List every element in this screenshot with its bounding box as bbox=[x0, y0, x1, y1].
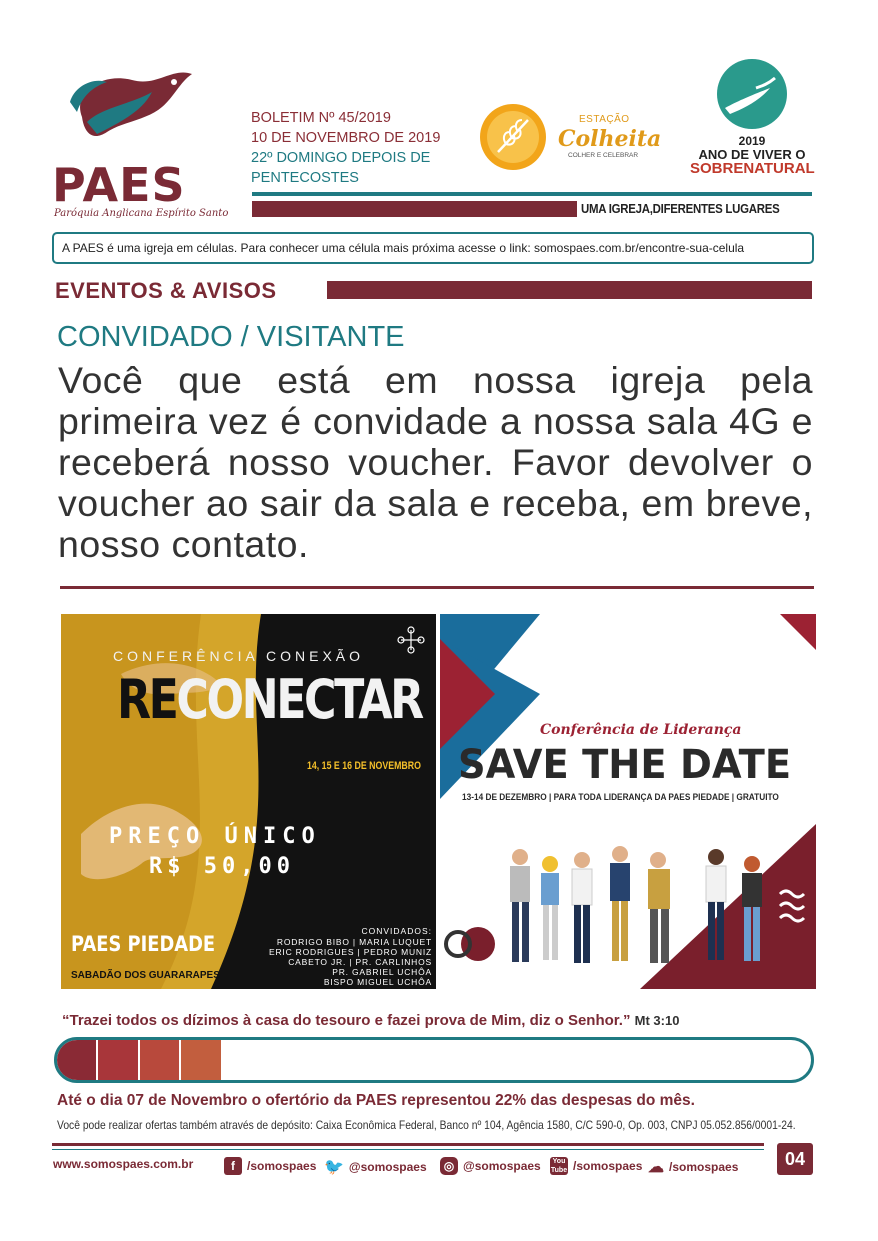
conexao-icon bbox=[398, 627, 424, 653]
page-number: 04 bbox=[777, 1143, 813, 1175]
deposit-info: Você pode realizar ofertas também através de depósito: Caixa Econômica Federal, Banco nº 104, Agência 1580, C/C 590-0, Op. 003, CNPJ 05.052.856/0001-24. bbox=[57, 1118, 796, 1132]
convidado-text: Você que está em nossa igreja pela primeira vez é convidade a nossa sala 4G e receberá nosso voucher. Favor devolver o voucher ao sair da sala e receba, em breve, nosso contato. bbox=[58, 359, 813, 565]
website-text: www.somospaes.com.br bbox=[53, 1157, 194, 1171]
section-title: EVENTOS & AVISOS bbox=[55, 278, 277, 303]
verse-text: “Trazei todos os dízimos à casa do tesouro e fazei prova de Mim, diz o Senhor.” bbox=[62, 1012, 631, 1029]
section-title-bar bbox=[327, 281, 812, 299]
bulletin-info bbox=[251, 108, 440, 188]
colheita-label: Colheita bbox=[558, 126, 662, 152]
logo-text: PAES bbox=[52, 158, 186, 212]
location-label: SABADÃO DOS GUARARAPES bbox=[71, 970, 220, 981]
soundcloud-icon: ☁ bbox=[648, 1159, 664, 1176]
cell-info-box: A PAES é uma igreja em células. Para conhecer uma célula mais próxima acesse o link: somospaes.com.br/encontre-sua-celula bbox=[52, 232, 814, 264]
hands-icon bbox=[690, 58, 814, 134]
instagram-icon: ◎ bbox=[440, 1157, 458, 1175]
section-divider bbox=[60, 586, 814, 589]
twitter-handle: @somospaes bbox=[348, 1160, 427, 1174]
reconectar-dates: 14, 15 E 16 DE NOVEMBRO bbox=[307, 760, 421, 772]
guest-item: RODRIGO BIBO | MARIA LUQUET bbox=[276, 937, 432, 947]
price-label: PREÇO ÚNICO bbox=[109, 824, 321, 849]
colheita-tagline: COLHER E CELEBRAR bbox=[568, 152, 639, 159]
facebook-link[interactable] bbox=[224, 1157, 316, 1175]
facebook-icon: f bbox=[224, 1157, 242, 1175]
youtube-icon: You Tube bbox=[550, 1158, 568, 1174]
sunday-line1: 22º DOMINGO DEPOIS DE bbox=[251, 150, 431, 166]
youtube-handle: /somospaes bbox=[573, 1159, 643, 1173]
save-the-date-title: SAVE THE DATE bbox=[458, 742, 792, 788]
facebook-handle: /somospaes bbox=[247, 1159, 317, 1173]
progress-segment bbox=[57, 1040, 98, 1080]
guest-item: PR. GABRIEL UCHÔA bbox=[332, 967, 432, 977]
guest-item: CABETO JR. | PR. CARLINHOS bbox=[288, 957, 432, 967]
instagram-handle: @somospaes bbox=[463, 1159, 541, 1173]
estacao-label: ESTAÇÃO bbox=[579, 114, 630, 125]
ano-sobrenatural-logo bbox=[690, 58, 830, 188]
logo-subtitle: Paróquia Anglicana Espírito Santo bbox=[54, 208, 229, 219]
reconectar-banner bbox=[61, 614, 436, 989]
tithe-verse bbox=[62, 1012, 679, 1029]
estacao-colheita-logo bbox=[478, 102, 668, 172]
guest-item: BISPO MIGUEL UCHÔA bbox=[323, 977, 432, 987]
website-link[interactable] bbox=[53, 1157, 193, 1171]
header-teal-line bbox=[252, 192, 812, 196]
title-re: RE bbox=[117, 668, 177, 731]
twitter-link[interactable] bbox=[324, 1157, 427, 1177]
offering-progress-fill bbox=[57, 1040, 223, 1080]
progress-segment bbox=[181, 1040, 222, 1080]
sunday-line2: PENTECOSTES bbox=[251, 170, 359, 186]
guests-title: CONVIDADOS: bbox=[361, 926, 432, 936]
instagram-link[interactable] bbox=[440, 1157, 541, 1175]
ano-year: 2019 bbox=[738, 134, 766, 148]
wheat-icon bbox=[478, 102, 550, 172]
guest-list bbox=[269, 937, 432, 987]
offering-summary: Até o dia 07 de Novembro o ofertório da PAES representou 22% das despesas do mês. bbox=[57, 1092, 695, 1109]
ano-line1: ANO DE VIVER O bbox=[698, 147, 806, 162]
tagline: UMA IGREJA,DIFERENTES LUGARES bbox=[581, 201, 780, 216]
header-red-bar bbox=[252, 201, 577, 217]
conference-label: CONFERÊNCIA CONEXÃO bbox=[113, 648, 365, 664]
dove-icon bbox=[62, 62, 212, 162]
reconectar-title bbox=[117, 668, 422, 731]
soundcloud-handle: /somospaes bbox=[669, 1160, 739, 1174]
paes-piedade-brand: PAES PIEDADE bbox=[71, 932, 216, 956]
footer-red-line bbox=[52, 1143, 764, 1146]
soundcloud-link[interactable] bbox=[648, 1157, 738, 1177]
price-value: R$ 50,00 bbox=[149, 854, 295, 879]
ano-line2: SOBRENATURAL bbox=[690, 160, 815, 177]
progress-segment bbox=[140, 1040, 181, 1080]
twitter-icon: 🐦 bbox=[324, 1159, 344, 1176]
guest-item: ERIC RODRIGUES | PEDRO MUNIZ bbox=[269, 947, 432, 957]
title-conectar: CONECTAR bbox=[176, 668, 422, 731]
verse-reference: Mt 3:10 bbox=[634, 1013, 680, 1028]
convidado-title: CONVIDADO / VISITANTE bbox=[57, 321, 405, 353]
footer-teal-line bbox=[52, 1149, 764, 1150]
event-details: 13-14 DE DEZEMBRO | PARA TODA LIDERANÇA DA PAES PIEDADE | GRATUITO bbox=[462, 792, 779, 802]
youtube-link[interactable] bbox=[550, 1157, 642, 1175]
progress-segment bbox=[98, 1040, 139, 1080]
offering-progress-bar bbox=[54, 1037, 814, 1083]
paes-logo bbox=[52, 62, 229, 222]
bulletin-number: BOLETIM Nº 45/2019 bbox=[251, 110, 391, 126]
leadership-subtitle: Conferência de Liderança bbox=[540, 722, 742, 738]
save-the-date-banner bbox=[440, 614, 816, 989]
bulletin-date: 10 DE NOVEMBRO DE 2019 bbox=[251, 130, 441, 146]
